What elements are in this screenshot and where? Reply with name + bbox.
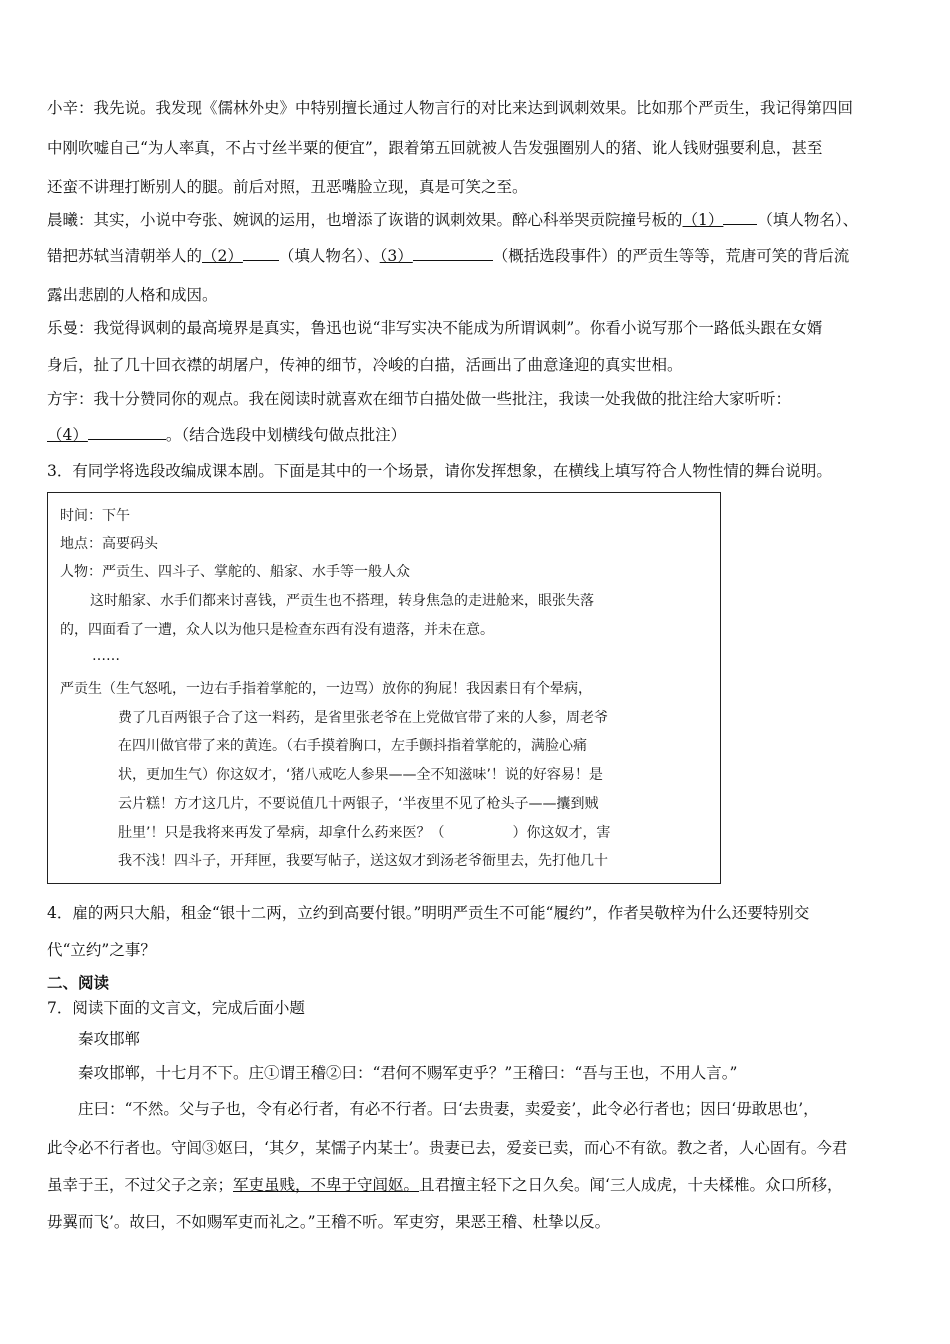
chenxi-hint-2: （填人物名）、 <box>278 247 380 265</box>
classical-para-2-line-4: 毋翼而飞’。故曰，不如赐军吏而礼之。”王稽不听。军吏穷，果恶王稽、杜挚以反。 <box>47 1213 611 1231</box>
blank-2-label: （2） <box>202 247 243 265</box>
chenxi-line-3: 露出悲剧的人格和成因。 <box>47 286 218 304</box>
fangyu-line-1: 方宇：我十分赞同你的观点。我在阅读时就喜欢在细节白描处做一些批注，我读一处我做的批注给大家听听： <box>47 390 792 408</box>
xiaoxin-line-3: 还蛮不讲理打断别人的腿。前后对照，丑恶嘴脸立现，真是可笑之至。 <box>47 178 528 196</box>
script-ellipsis: …… <box>92 648 120 664</box>
q3-title: 3．有同学将选段改编成课本剧。下面是其中的一个场景，请你发挥想象，在横线上填写符合人物性情的舞台说明。 <box>47 462 832 480</box>
chenxi-text-2: 错把苏轼当清朝举人的 <box>47 247 203 265</box>
blank-4-label: （4） <box>47 426 88 444</box>
blank-1-label: （1） <box>682 211 724 229</box>
script-box <box>47 492 721 884</box>
chenxi-text: 晨曦：其实，小说中夸张、婉讽的运用，也增添了诙谐的讽刺效果。醉心科举哭贡院撞号板的 <box>47 211 683 229</box>
blank-1-line[interactable] <box>723 210 757 225</box>
blank-4-line[interactable] <box>88 425 166 440</box>
script-para-2: 的，四面看了一遭，众人以为他只是检查东西有没有遗落，并未在意。 <box>60 622 494 638</box>
script-dialogue-7: 我不浅！四斗子，开拜匣，我要写帖子，送这奴才到汤老爷衙里去，先打他几十 <box>118 853 608 869</box>
classical-para-2-line-3 <box>47 1175 842 1195</box>
xiaoxin-line-2: 中刚吹嘘自己“为人率真，不占寸丝半粟的便宜”，跟着第五回就被人告发强圈别人的猪、讹人钱财强要利息，甚至 <box>47 139 823 157</box>
script-people: 人物：严贡生、四斗子、掌舵的、船家、水手等一般人众 <box>60 564 410 580</box>
blank-3-line[interactable] <box>413 246 493 261</box>
chenxi-hint-1: （填人物名）、 <box>757 211 859 229</box>
script-time: 时间：下午 <box>60 508 130 524</box>
underlined-sentence: 军吏虽贱，不卑于守闾妪。 <box>233 1176 420 1194</box>
script-dialogue-1: 严贡生（生气怒吼，一边右手指着掌舵的，一边骂）放你的狗屁！我因素日有个晕病， <box>60 681 592 697</box>
blank-2-line[interactable] <box>243 246 279 261</box>
q7-title: 7．阅读下面的文言文，完成后面小题 <box>47 999 305 1017</box>
script-dialogue-2: 费了几百两银子合了这一料药，是省里张老爷在上党做官带了来的人参，周老爷 <box>118 710 608 726</box>
script-para-1: 这时船家、水手们都来讨喜钱，严贡生也不搭理，转身焦急的走进舱来，眼张失落 <box>90 593 594 609</box>
script-dialogue-6a: 肚里’！只是我将来再发了晕病，却拿什么药来医？（ <box>118 825 445 841</box>
classical-para-2-line-2: 此令必不行者也。守闾③妪曰，‘其夕，某懦子内某士’。贵妻已去，爱妾已卖，而心不有欲。教之者，人心固有。今君 <box>47 1139 848 1157</box>
blank-3-label: （3） <box>379 247 413 265</box>
chenxi-line-1 <box>47 210 858 230</box>
leman-line-1: 乐曼：我觉得讽刺的最高境界是真实，鲁迅也说“非写实决不能成为所谓讽刺”。你看小说写那个一路低头跟在女婿 <box>47 319 823 337</box>
script-dialogue-3: 在四川做官带了来的黄连。（右手摸着胸口，左手颤抖指着掌舵的，满脸心痛 <box>118 738 587 754</box>
script-place: 地点：高要码头 <box>60 536 158 552</box>
classical-text-3b: 且君擅主轻下之日久矣。闻‘三人成虎，十夫楺椎。众口所移， <box>419 1176 843 1194</box>
classical-text-3a: 虽幸于王，不过父子之亲； <box>47 1176 234 1194</box>
classical-para-1: 秦攻邯郸，十七月不下。庄①谓王稽②曰：“君何不赐军吏乎？”王稽曰：“吾与王也，不用人言。” <box>78 1064 738 1082</box>
section-2-heading: 二、阅读 <box>47 973 110 992</box>
classical-text-title: 秦攻邯郸 <box>78 1030 141 1048</box>
script-dialogue-6b: ）你这奴才，害 <box>512 825 611 841</box>
classical-para-2-line-1: 庄曰：“不然。父与子也，令有必行者，有必不行者。曰‘去贵妻，卖爱妾’，此令必行者也；因曰‘毋敢思也’， <box>78 1100 819 1118</box>
chenxi-hint-3: （概括选段事件）的严贡生等等，荒唐可笑的背后流 <box>492 247 850 265</box>
script-dialogue-4: 状，更加生气）你这奴才，‘猪八戒吃人参果——全不知滋味’！说的好容易！是 <box>118 767 603 783</box>
fangyu-line-2 <box>47 425 406 445</box>
xiaoxin-line-1: 小辛：我先说。我发现《儒林外史》中特别擅长通过人物言行的对比来达到讽刺效果。比如那个严贡生，我记得第四回 <box>47 99 854 117</box>
q4-line-2: 代“立约”之事？ <box>47 941 156 959</box>
script-dialogue-6 <box>118 824 610 842</box>
leman-line-2: 身后，扯了几十回衣襟的胡屠户，传神的细节，冷峻的白描，活画出了曲意逢迎的真实世相。 <box>47 356 683 374</box>
chenxi-line-2 <box>47 246 849 266</box>
q4-line-1: 4．雇的两只大船，租金“银十二两，立约到高要付银。”明明严贡生不可能“履约”，作者吴敬梓为什么还要特别交 <box>47 904 810 922</box>
fangyu-hint: 。（结合选段中划横线句做点批注） <box>165 426 407 444</box>
script-dialogue-5: 云片糕！方才这几片，不要说值几十两银子，‘半夜里不见了枪头子——攮到贼 <box>118 796 599 812</box>
